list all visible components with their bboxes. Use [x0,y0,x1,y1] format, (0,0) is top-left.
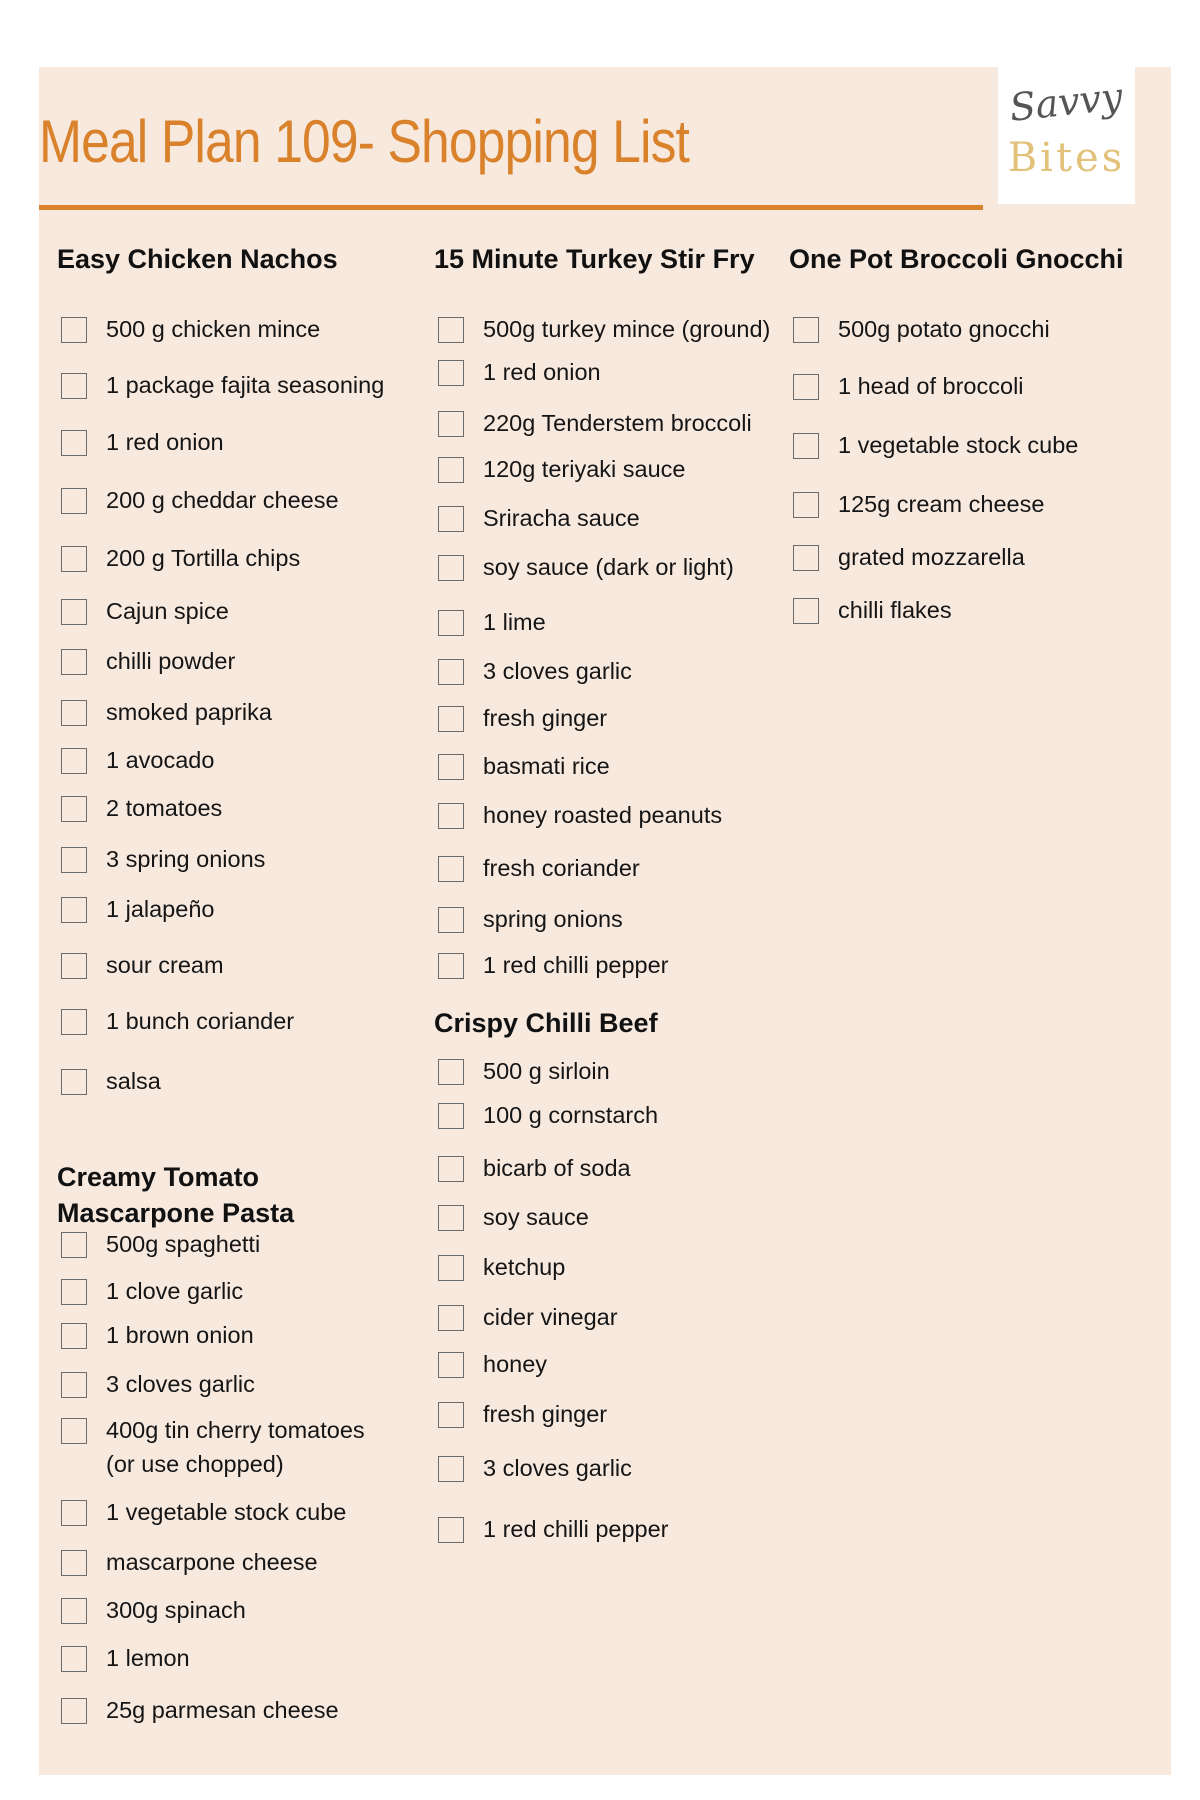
checkbox[interactable] [438,1402,464,1428]
item-label: 1 red onion [106,429,224,455]
list-item[interactable] [57,791,417,831]
item-label: ketchup [483,1254,566,1280]
shopping-list-page [39,67,1171,1775]
checkbox[interactable] [438,1352,464,1378]
item-label: 1 lime [483,609,546,635]
checkbox[interactable] [61,796,87,822]
item-label: honey [483,1351,548,1377]
list-item[interactable] [57,695,417,735]
list-item[interactable] [434,654,794,694]
item-label: 1 clove garlic [106,1278,244,1304]
list-item[interactable] [57,743,417,783]
item-label: sour cream [106,952,224,978]
checkbox[interactable] [793,598,819,624]
list-item[interactable] [57,541,417,581]
checkbox[interactable] [438,1255,464,1281]
checkbox[interactable] [61,430,87,456]
list-item[interactable] [434,749,794,789]
section-heading-15-minute-turkey-stir-fry: 15 Minute Turkey Stir Fry [434,244,755,274]
checkbox[interactable] [61,1646,87,1672]
list-item[interactable] [434,406,794,446]
item-label: soy sauce (dark or light) [483,554,734,580]
item-label: 25g parmesan cheese [106,1697,339,1723]
list-item[interactable] [57,1004,417,1044]
checkbox[interactable] [793,433,819,459]
list-item[interactable] [57,1274,417,1314]
checkbox[interactable] [438,706,464,732]
list-item[interactable] [434,948,794,988]
checkbox[interactable] [793,374,819,400]
item-label: 100 g cornstarch [483,1102,659,1128]
checkbox[interactable] [61,649,87,675]
checkbox[interactable] [61,317,87,343]
checkbox[interactable] [438,1205,464,1231]
checkbox[interactable] [61,847,87,873]
list-item[interactable] [789,540,1149,580]
checkbox[interactable] [438,659,464,685]
title-underline [39,205,983,210]
checkbox[interactable] [438,953,464,979]
list-item[interactable] [57,483,417,523]
item-label: spring onions [483,906,623,932]
item-label: 200 g Tortilla chips [106,545,301,571]
list-item[interactable] [789,487,1149,527]
list-item[interactable] [57,1693,417,1733]
checkbox[interactable] [61,1232,87,1258]
list-item[interactable] [434,1151,794,1191]
list-item[interactable] [57,1413,417,1477]
checkbox[interactable] [61,1372,87,1398]
item-label: 1 brown onion [106,1322,254,1348]
list-item[interactable] [434,1397,794,1437]
logo-word-text: Bites [1007,135,1126,181]
list-item[interactable] [434,550,794,590]
list-item[interactable] [434,902,794,942]
list-item[interactable] [57,594,417,634]
checkbox[interactable] [438,1456,464,1482]
list-item[interactable] [434,1054,794,1094]
checkbox[interactable] [61,1698,87,1724]
item-label: 400g tin cherry tomatoes (or use chopped) [106,1417,365,1477]
section-heading-one-pot-broccoli-gnocchi: One Pot Broccoli Gnocchi [789,244,1124,274]
checkbox[interactable] [61,1550,87,1576]
list-item[interactable] [434,1347,794,1387]
list-item[interactable] [57,892,417,932]
item-label: chilli flakes [838,597,952,623]
checkbox[interactable] [61,748,87,774]
item-label: 2 tomatoes [106,795,223,821]
list-item[interactable] [434,1250,794,1290]
item-label: 500g spaghetti [106,1231,261,1257]
item-label: 120g teriyaki sauce [483,456,686,482]
list-item[interactable] [57,644,417,684]
item-label: fresh ginger [483,1401,608,1427]
item-label: Sriracha sauce [483,505,640,531]
item-label: basmati rice [483,753,610,779]
item-label: 1 jalapeño [106,896,215,922]
list-item[interactable] [57,1367,417,1407]
item-label: 1 red chilli pepper [483,952,669,978]
checkbox[interactable] [438,1103,464,1129]
checkbox[interactable] [438,1156,464,1182]
list-item[interactable] [434,605,794,645]
checkbox[interactable] [61,599,87,625]
checkbox[interactable] [61,1009,87,1035]
item-label: 200 g cheddar cheese [106,487,339,513]
checkbox[interactable] [438,610,464,636]
item-label: 500g potato gnocchi [838,316,1050,342]
item-label: 125g cream cheese [838,491,1045,517]
checkbox[interactable] [438,457,464,483]
checkbox[interactable] [61,897,87,923]
logo-script-text: Savvy [1007,74,1125,130]
list-item[interactable] [789,369,1149,409]
list-item[interactable] [434,1098,794,1138]
list-item[interactable] [789,428,1149,468]
checkbox[interactable] [438,360,464,386]
list-item[interactable] [434,1512,794,1552]
checkbox[interactable] [61,1069,87,1095]
checkbox[interactable] [61,373,87,399]
checkbox[interactable] [438,317,464,343]
list-item[interactable] [57,842,417,882]
list-item[interactable] [57,1064,417,1104]
item-label: 3 cloves garlic [483,658,632,684]
item-label: fresh ginger [483,705,608,731]
item-label: 3 cloves garlic [483,1455,632,1481]
checkbox[interactable] [438,506,464,532]
list-item[interactable] [434,312,794,352]
brand-logo [998,67,1135,204]
list-item[interactable] [57,1318,417,1358]
section-heading-crispy-chilli-beef: Crispy Chilli Beef [434,1008,658,1038]
list-item[interactable] [434,1200,794,1240]
item-label: grated mozzarella [838,544,1025,570]
item-label: chilli powder [106,648,236,674]
section-heading-creamy-tomato-mascarpone-pasta: Creamy Tomato Mascarpone Pasta [57,1162,295,1228]
checkbox[interactable] [438,754,464,780]
item-label: 300g spinach [106,1597,246,1623]
list-item[interactable] [57,1641,417,1681]
checkbox[interactable] [61,1418,87,1444]
page-title: Meal Plan 109- Shopping List [39,108,690,175]
checkbox[interactable] [438,907,464,933]
list-item[interactable] [57,1545,417,1585]
list-item[interactable] [57,948,417,988]
item-label: 1 vegetable stock cube [106,1499,347,1525]
item-label: 1 lemon [106,1645,190,1671]
item-label: bicarb of soda [483,1155,631,1181]
checkbox[interactable] [61,546,87,572]
checkbox[interactable] [438,1059,464,1085]
list-item[interactable] [57,1227,417,1267]
item-label: soy sauce [483,1204,589,1230]
section-heading-easy-chicken-nachos: Easy Chicken Nachos [57,244,338,274]
item-label: 1 red chilli pepper [483,1516,669,1542]
checkbox[interactable] [793,317,819,343]
list-item[interactable] [434,1451,794,1491]
list-item[interactable] [57,368,417,408]
item-label: smoked paprika [106,699,272,725]
list-item[interactable] [434,798,794,838]
checkbox[interactable] [61,488,87,514]
checkbox[interactable] [438,803,464,829]
checkbox[interactable] [793,492,819,518]
checkbox[interactable] [438,1305,464,1331]
item-label: 1 avocado [106,747,215,773]
item-label: 1 red onion [483,359,601,385]
item-label: salsa [106,1068,161,1094]
list-item[interactable] [434,701,794,741]
item-label: 1 vegetable stock cube [838,432,1079,458]
checkbox[interactable] [61,1323,87,1349]
list-item[interactable] [789,312,1149,352]
list-item[interactable] [57,425,417,465]
item-label: 500 g sirloin [483,1058,610,1084]
item-label: cider vinegar [483,1304,618,1330]
checkbox[interactable] [61,1598,87,1624]
checkbox[interactable] [438,1517,464,1543]
checkbox[interactable] [61,700,87,726]
checkbox[interactable] [438,555,464,581]
list-item[interactable] [434,355,794,395]
item-label: 1 package fajita seasoning [106,372,385,398]
checkbox[interactable] [61,1279,87,1305]
item-label: 500 g chicken mince [106,316,321,342]
item-label: Cajun spice [106,598,229,624]
list-item[interactable] [789,593,1149,633]
item-label: mascarpone cheese [106,1549,318,1575]
checkbox[interactable] [438,411,464,437]
list-item[interactable] [434,851,794,891]
item-label: 3 spring onions [106,846,266,872]
list-item[interactable] [434,452,794,492]
item-label: 3 cloves garlic [106,1371,255,1397]
item-label: 220g Tenderstem broccoli [483,410,752,436]
checkbox[interactable] [438,856,464,882]
item-label: 1 head of broccoli [838,373,1024,399]
checkbox[interactable] [793,545,819,571]
list-item[interactable] [57,1495,417,1535]
item-label: 1 bunch coriander [106,1008,295,1034]
checkbox[interactable] [61,1500,87,1526]
list-item[interactable] [57,1593,417,1633]
checkbox[interactable] [61,953,87,979]
item-label: honey roasted peanuts [483,802,723,828]
list-item[interactable] [434,501,794,541]
item-label: 500g turkey mince (ground) [483,316,771,342]
list-item[interactable] [434,1300,794,1340]
item-label: fresh coriander [483,855,640,881]
list-item[interactable] [57,312,417,352]
